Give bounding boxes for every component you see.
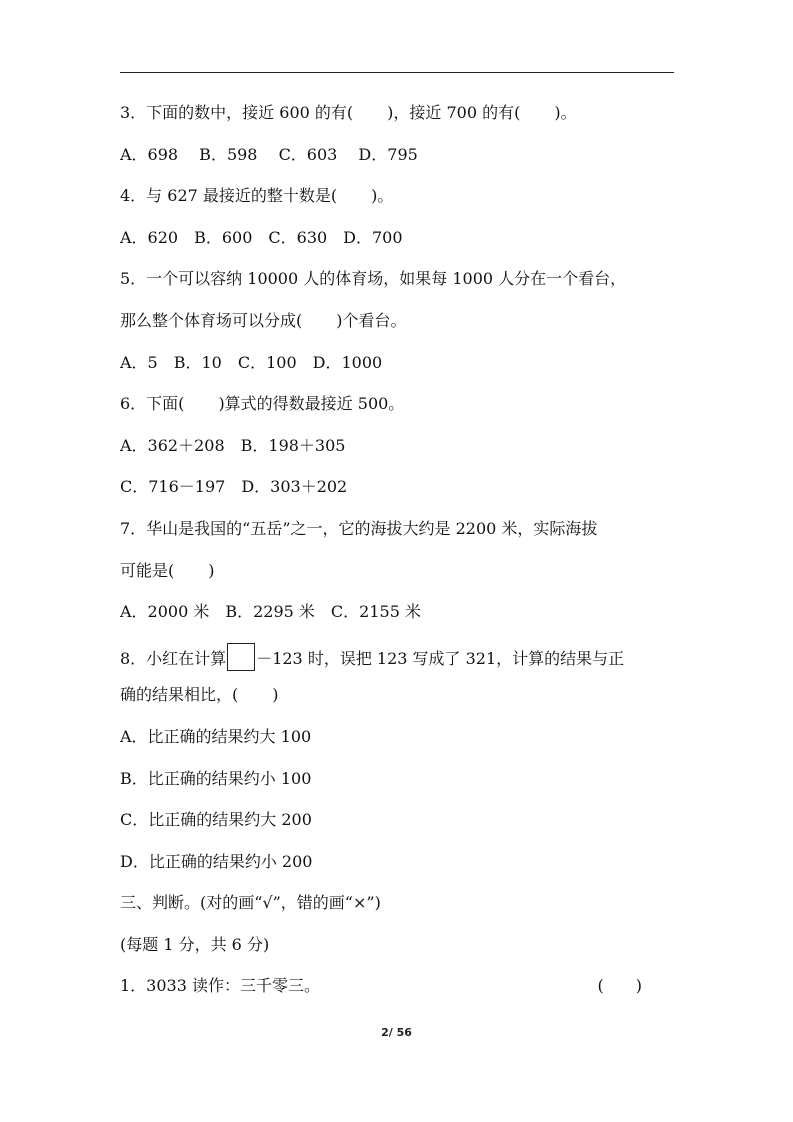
q4-options: A．620 B．600 C．630 D．700 — [120, 227, 403, 247]
answer-box — [227, 643, 255, 671]
page-number: 2/ 56 — [381, 1026, 412, 1039]
q3-stem: 3．下面的数中，接近 600 的有( )，接近 700 的有( )。 — [120, 103, 577, 122]
answer-paren: ( ) — [597, 976, 642, 996]
q7-options: A．2000 米 B．2295 米 C．2155 米 — [120, 602, 421, 622]
q5-options: A．5 B．10 C．100 D．1000 — [120, 352, 383, 372]
q8-stem-line2: 确的结果相比，( ) — [120, 685, 279, 705]
q7-stem-line2: 可能是( ) — [120, 560, 215, 580]
q6-options-2: C．716－197 D．303＋202 — [120, 477, 348, 497]
q8-stem-line1: 8．小红在计算 －123 时，误把 123 写成了 321，计算的结果与正 — [120, 643, 676, 664]
q7-stem-line1: 7．华山是我国的“五岳”之一，它的海拔大约是 2200 米，实际海拔 — [120, 518, 598, 538]
q6-stem: 6．下面( )算式的得数最接近 500。 — [120, 394, 405, 414]
q8-option-b: B．比正确的结果约小 100 — [120, 768, 312, 788]
judge-item-1: 1．3033 读作：三千零三。 ( ) — [120, 976, 642, 996]
header-rule — [120, 72, 674, 73]
q8-option-c: C．比正确的结果约大 200 — [120, 810, 312, 830]
q3-options: A．698 B．598 C．603 D．795 — [120, 144, 418, 164]
q5-stem-line1: 5．一个可以容纳 10000 人的体育场，如果每 1000 人分在一个看台， — [120, 269, 627, 289]
q8-option-a: A．比正确的结果约大 100 — [120, 726, 312, 746]
page-content — [120, 102, 676, 1017]
section-3-heading: 三、判断。(对的画“√”，错的画“×”) — [120, 893, 381, 913]
q5-stem-line2: 那么整个体育场可以分成( )个看台。 — [120, 310, 407, 330]
section-3-score: (每题 1 分，共 6 分) — [120, 934, 270, 954]
q8-option-d: D．比正确的结果约小 200 — [120, 851, 313, 871]
q4-stem: 4．与 627 最接近的整十数是( )。 — [120, 186, 394, 206]
q6-options-1: A．362＋208 B．198＋305 — [120, 435, 346, 455]
